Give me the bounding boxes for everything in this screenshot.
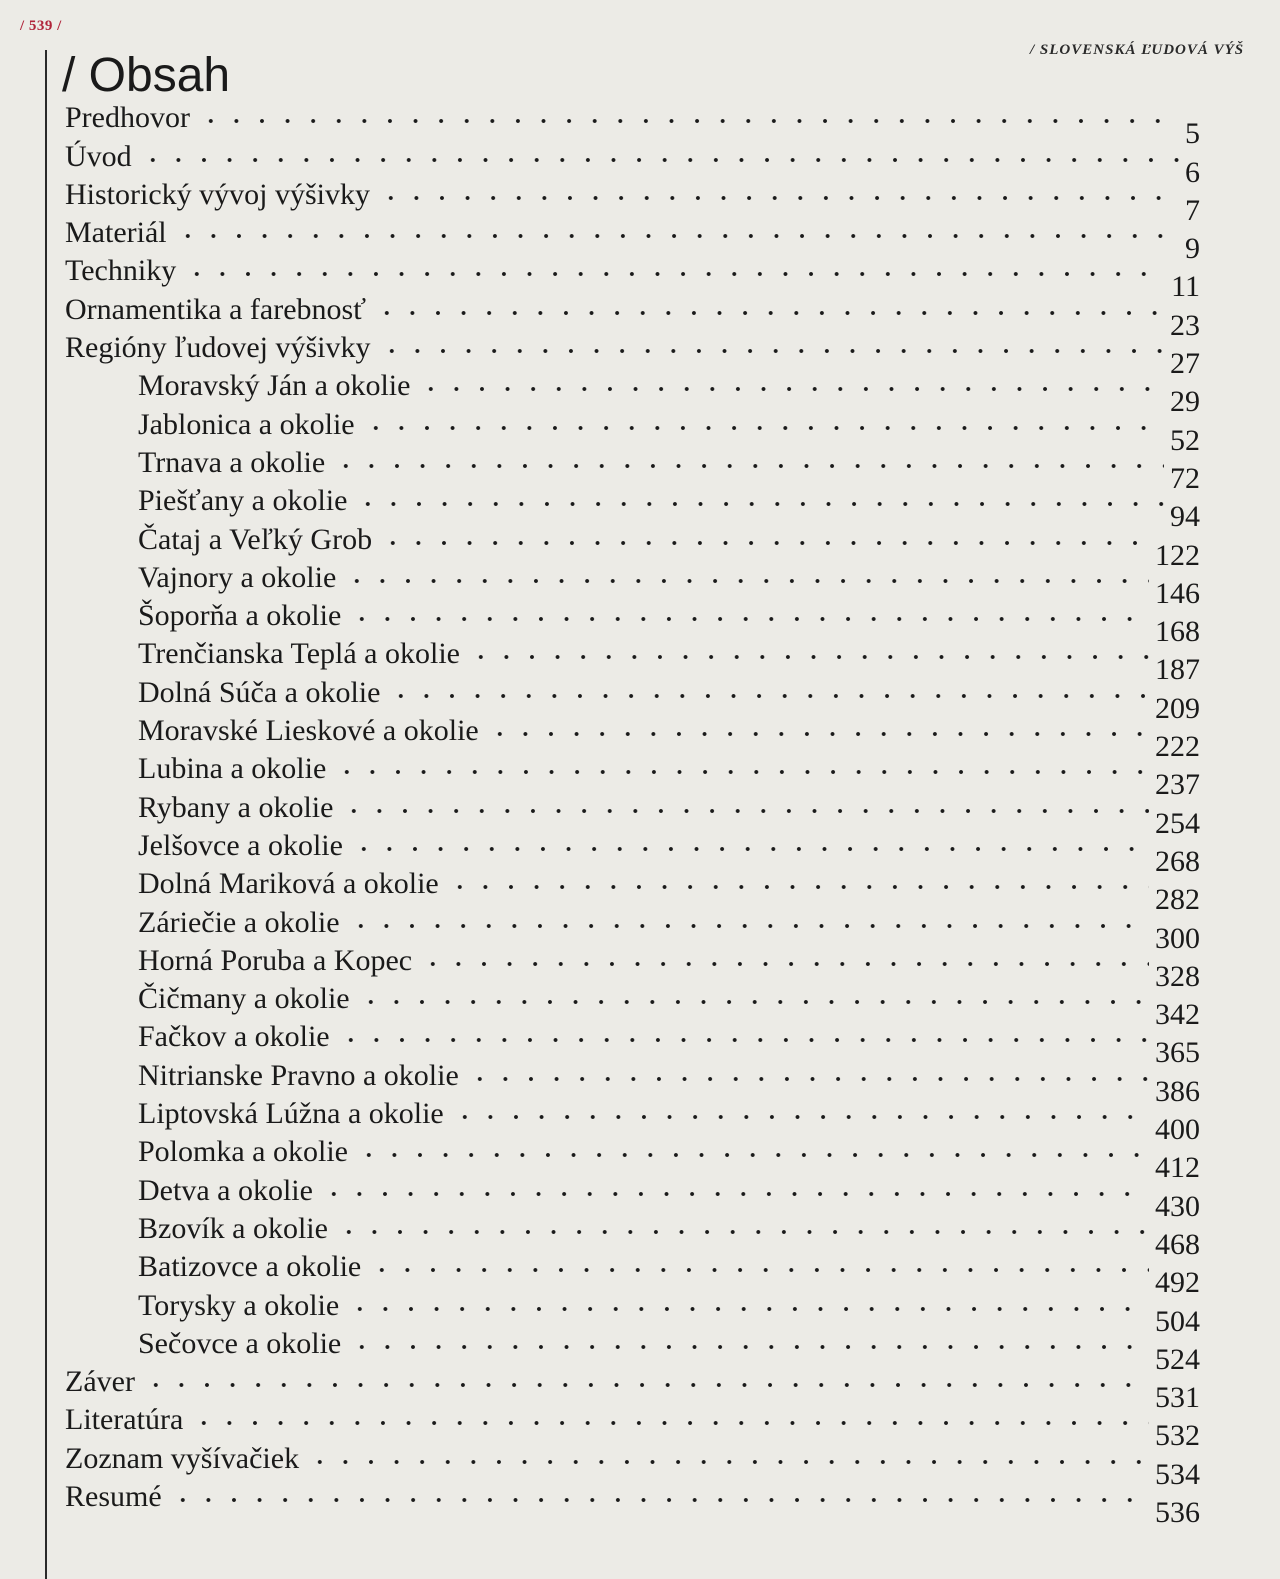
toc-entry-page: 468 [1155, 1227, 1200, 1261]
toc-entry-page: 237 [1155, 768, 1200, 802]
toc-entry-label: Piešťany a okolie [138, 484, 348, 518]
dot-leader [487, 724, 1149, 744]
toc-entry-page: 386 [1155, 1074, 1200, 1108]
toc-entry-page: 365 [1155, 1036, 1200, 1070]
dot-leader [369, 1260, 1149, 1280]
toc-entry-page: 168 [1155, 615, 1200, 649]
toc-entry-label: Šoporňa a okolie [138, 599, 342, 633]
toc-entry-label: Torysky a okolie [138, 1288, 340, 1322]
toc-entry[interactable] [65, 327, 1200, 381]
toc-entry-label: Trenčianska Teplá a okolie [138, 637, 460, 671]
dot-leader [379, 341, 1164, 361]
toc-entry[interactable] [65, 1169, 1200, 1223]
dot-leader [452, 1107, 1149, 1127]
dot-leader [349, 1337, 1149, 1357]
dot-leader [349, 609, 1149, 629]
toc-entry-page: 5 [1185, 117, 1200, 151]
toc-entry[interactable] [65, 595, 1200, 649]
toc-entry-page: 531 [1155, 1381, 1200, 1415]
toc-entry[interactable] [65, 557, 1200, 610]
toc-entry-page: 282 [1155, 883, 1200, 917]
toc-entry[interactable] [65, 671, 1200, 725]
toc-entry-page: 504 [1155, 1304, 1200, 1338]
dot-leader [175, 226, 1179, 246]
dot-leader [355, 494, 1164, 514]
toc-entry-page: 52 [1170, 423, 1200, 457]
toc-entry-page: 430 [1155, 1189, 1200, 1223]
toc-title: / Obsah [62, 49, 231, 102]
toc-entry-label: Jablonica a okolie [138, 407, 355, 441]
dot-leader [374, 303, 1164, 323]
dot-leader [341, 801, 1149, 821]
toc-entry-page: 94 [1170, 500, 1200, 534]
toc-entry[interactable] [65, 135, 1200, 189]
toc-entry-label: Záver [65, 1365, 135, 1399]
toc-entry[interactable] [65, 442, 1200, 495]
toc-entry[interactable] [65, 1399, 1200, 1453]
toc-entry[interactable] [65, 1361, 1200, 1415]
toc-entry-page: 524 [1155, 1342, 1200, 1376]
toc-entry-page: 300 [1155, 921, 1200, 955]
toc-entry[interactable] [65, 1246, 1200, 1300]
dot-leader [468, 647, 1149, 667]
toc-entry[interactable] [65, 748, 1200, 802]
toc-entry[interactable] [65, 97, 1200, 151]
toc-entry[interactable] [65, 940, 1200, 993]
toc-entry-label: Trnava a okolie [138, 445, 326, 479]
toc-entry[interactable] [65, 174, 1200, 227]
dot-leader [348, 916, 1149, 936]
toc-entry-label: Dolná Mariková a okolie [138, 867, 439, 901]
toc-entry[interactable] [65, 480, 1200, 534]
toc-entry-page: 11 [1171, 270, 1200, 304]
toc-entry[interactable] [65, 1476, 1200, 1529]
toc-entry[interactable] [65, 403, 1200, 457]
dot-leader [321, 1184, 1149, 1204]
dot-leader [338, 1030, 1149, 1050]
dot-leader [378, 188, 1179, 208]
toc-entry-label: Predhovor [65, 101, 190, 135]
toc-entry-label: Úvod [65, 139, 132, 173]
toc-entry-label: Zoznam vyšívačiek [65, 1441, 300, 1475]
toc-entry-page: 27 [1170, 347, 1200, 381]
toc-entry-page: 536 [1155, 1495, 1200, 1529]
toc-entry-page: 534 [1155, 1457, 1200, 1491]
toc-entry-label: Moravské Lieskové a okolie [138, 714, 479, 748]
toc-entry[interactable] [65, 978, 1200, 1032]
toc-entry-page: 9 [1185, 232, 1200, 266]
toc-entry-label: Rybany a okolie [138, 790, 334, 824]
toc-entry-page: 122 [1155, 538, 1200, 572]
toc-entry-label: Fačkov a okolie [138, 1020, 330, 1054]
toc-entry-label: Techniky [65, 254, 177, 288]
toc-entry[interactable] [65, 1131, 1200, 1185]
dot-leader [347, 1299, 1149, 1319]
toc-entry-page: 209 [1155, 691, 1200, 725]
dot-leader [356, 1145, 1149, 1165]
toc-entry[interactable] [65, 1323, 1200, 1376]
toc-list [65, 97, 1200, 1529]
toc-entry-page: 7 [1185, 193, 1200, 227]
page-number: / 539 / [20, 18, 62, 34]
toc-entry-page: 146 [1155, 576, 1200, 610]
dot-leader [388, 686, 1149, 706]
toc-entry-label: Sečovce a okolie [138, 1326, 342, 1360]
toc-entry-label: Ornamentika a farebnosť [65, 292, 367, 326]
toc-entry[interactable] [65, 633, 1200, 687]
dot-leader [358, 992, 1149, 1012]
toc-entry[interactable] [65, 1054, 1200, 1108]
toc-entry-page: 6 [1185, 155, 1200, 189]
toc-entry-label: Jelšovce a okolie [138, 828, 343, 862]
toc-entry-page: 254 [1155, 806, 1200, 840]
toc-entry[interactable] [65, 365, 1200, 419]
dot-leader [418, 379, 1164, 399]
dot-leader [140, 150, 1179, 170]
dot-leader [447, 877, 1149, 897]
toc-entry-label: Bzovík a okolie [138, 1211, 328, 1245]
toc-entry[interactable] [65, 212, 1200, 266]
toc-entry-page: 532 [1155, 1419, 1200, 1453]
toc-entry[interactable] [65, 825, 1200, 878]
dot-leader [184, 264, 1165, 284]
dot-leader [336, 1222, 1149, 1242]
dot-leader [344, 571, 1149, 591]
dot-leader [420, 954, 1149, 974]
toc-entry[interactable] [65, 250, 1200, 304]
dot-leader [467, 1069, 1149, 1089]
toc-entry-label: Dolná Súča a okolie [138, 675, 381, 709]
toc-entry-label: Literatúra [65, 1403, 184, 1437]
toc-entry-label: Materiál [65, 216, 167, 250]
toc-entry-page: 400 [1155, 1113, 1200, 1147]
toc-entry-label: Lubina a okolie [138, 752, 327, 786]
toc-entry-page: 29 [1170, 385, 1200, 419]
toc-entry[interactable] [65, 1208, 1200, 1261]
vertical-rule [45, 50, 47, 1579]
toc-entry[interactable] [65, 1093, 1200, 1147]
toc-entry[interactable] [65, 863, 1200, 917]
toc-entry-label: Regióny ľudovej výšivky [65, 331, 371, 365]
toc-entry-label: Moravský Ján a okolie [138, 369, 411, 403]
toc-entry-label: Liptovská Lúžna a okolie [138, 1097, 444, 1131]
toc-entry-label: Záriečie a okolie [138, 905, 340, 939]
toc-entry-label: Detva a okolie [138, 1173, 313, 1207]
dot-leader [380, 533, 1149, 553]
toc-entry-page: 492 [1155, 1266, 1200, 1300]
toc-entry-page: 72 [1170, 461, 1200, 495]
toc-entry-label: Batizovce a okolie [138, 1250, 362, 1284]
dot-leader [307, 1452, 1149, 1472]
toc-entry-page: 222 [1155, 730, 1200, 764]
toc-entry-page: 187 [1155, 653, 1200, 687]
toc-entry[interactable] [65, 288, 1200, 342]
toc-entry-label: Čičmany a okolie [138, 982, 350, 1016]
toc-entry-page: 23 [1170, 308, 1200, 342]
dot-leader [198, 111, 1179, 131]
toc-entry-label: Nitrianske Pravno a okolie [138, 1058, 459, 1092]
toc-entry[interactable] [65, 710, 1200, 764]
dot-leader [363, 418, 1164, 438]
toc-entry-page: 342 [1155, 998, 1200, 1032]
toc-entry[interactable] [65, 1437, 1200, 1491]
toc-entry-label: Historický vývoj výšivky [65, 177, 370, 211]
toc-entry[interactable] [65, 1016, 1200, 1070]
toc-entry-label: Horná Poruba a Kopec [138, 943, 413, 977]
toc-entry[interactable] [65, 1284, 1200, 1338]
dot-leader [170, 1490, 1149, 1510]
dot-leader [334, 762, 1149, 782]
toc-entry[interactable] [65, 518, 1200, 572]
toc-entry-label: Čataj a Veľký Grob [138, 522, 373, 556]
dot-leader [191, 1413, 1149, 1433]
dot-leader [333, 456, 1164, 476]
dot-leader [351, 839, 1149, 859]
toc-entry[interactable] [65, 901, 1200, 955]
toc-entry-page: 328 [1155, 959, 1200, 993]
toc-entry-label: Vajnory a okolie [138, 560, 337, 594]
toc-entry[interactable] [65, 786, 1200, 840]
toc-entry-label: Resumé [65, 1479, 162, 1513]
toc-entry-page: 268 [1155, 844, 1200, 878]
dot-leader [143, 1375, 1149, 1395]
running-header: / SLOVENSKÁ ĽUDOVÁ VÝŠ [1030, 42, 1245, 58]
toc-entry-page: 412 [1155, 1151, 1200, 1185]
toc-entry-label: Polomka a okolie [138, 1135, 348, 1169]
